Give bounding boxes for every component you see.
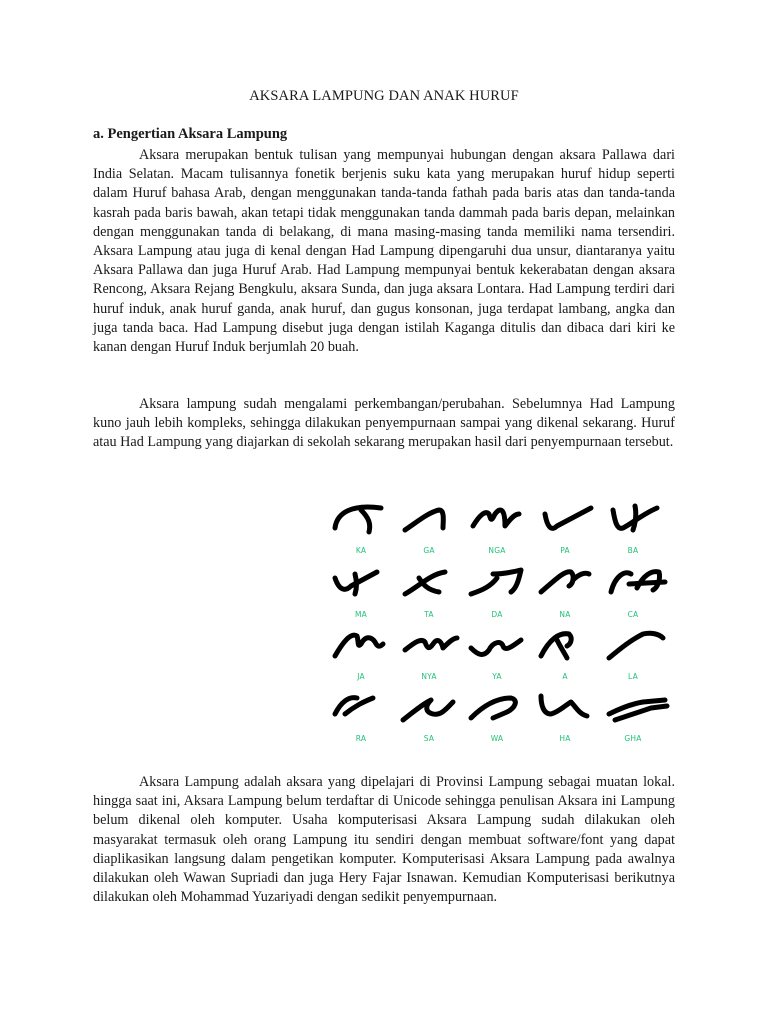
glyph-label: NYA bbox=[421, 672, 437, 681]
glyph-ga bbox=[405, 510, 443, 530]
glyph-ka bbox=[335, 507, 381, 528]
glyph-label: BA bbox=[627, 546, 639, 555]
glyph-pa bbox=[545, 508, 591, 528]
glyph-label: GHA bbox=[624, 734, 642, 743]
glyph-ma-2 bbox=[355, 574, 357, 594]
glyph-label: WA bbox=[490, 734, 504, 743]
glyph-label: SA bbox=[423, 734, 435, 743]
glyph-label: NGA bbox=[488, 546, 506, 555]
glyph-label: JA bbox=[357, 672, 365, 681]
glyph-la bbox=[609, 633, 663, 658]
paragraph-2: Aksara lampung sudah mengalami perkembangan/perubahan. Sebelumnya Had Lampung kuno jauh lebih kompleks, sehingga dilakukan penyempurnaan sampai yang dikenal sekarang. Huruf atau Had Lampung yang diajarkan di sekolah sekarang merupakan hasil dari penyempurnaan tersebut. bbox=[93, 396, 675, 451]
glyph-ya bbox=[471, 640, 521, 654]
glyph-label: NA bbox=[559, 610, 571, 619]
glyph-nga bbox=[473, 510, 519, 526]
glyph-label: TA bbox=[424, 610, 434, 619]
glyph-a-2 bbox=[557, 640, 567, 658]
glyph-ca-3 bbox=[629, 582, 665, 584]
section-heading: a. Pengertian Aksara Lampung bbox=[93, 126, 288, 142]
glyph-da bbox=[471, 578, 497, 594]
glyph-wa bbox=[471, 698, 515, 718]
glyph-label: GA bbox=[423, 546, 435, 555]
glyph-label: RA bbox=[355, 734, 367, 743]
glyph-label: YA bbox=[492, 672, 502, 681]
glyph-label: HA bbox=[559, 734, 571, 743]
paragraph-1: Aksara merupakan bentuk tulisan yang mempunyai hubungan dengan aksara Pallawa dari India Selatan. Macam tulisannya fonetik berjenis suku kata yang merupakan huruf hidup seperti dalam Huruf bahasa Arab, dengan menggunakan tanda-tanda fathah pada baris atas dan tanda-tanda kasrah pada baris bawah, akan tetapi tidak menggunakan tanda dammah pada baris depan, melainkan dengan menggunakan tanda di belakang, di mana masing-masing tanda memiliki nama tersendiri. Aksara Lampung atau juga di kenal dengan Had Lampung dipengaruhi dua unsur, diantaranya yaitu Aksara Pallawa dan juga Huruf Arab. Had Lampung mempunyai bentuk kekerabatan dengan aksara Rencong, Aksara Rejang Bengkulu, aksara Sunda, dan juga aksara Lontara. Had Lampung terdiri dari huruf induk, anak huruf ganda, anak huruf, dan gugus konsonan, juga terdapat lambang, angka dan juga tanda baca. Had Lampung disebut juga dengan istilah Kaganga ditulis dan dibaca dari kiri ke kanan dengan Huruf Induk berjumlah 20 buah. bbox=[93, 147, 675, 356]
glyph-label: MA bbox=[354, 610, 367, 619]
glyph-label: DA bbox=[491, 610, 503, 619]
glyph-label: LA bbox=[628, 672, 638, 681]
glyph-nya bbox=[405, 638, 457, 650]
aksara-glyphs bbox=[321, 492, 681, 754]
glyph-ja bbox=[335, 635, 383, 656]
glyph-na-2 bbox=[573, 573, 589, 580]
glyph-label: PA bbox=[560, 546, 570, 555]
glyph-label: KA bbox=[355, 546, 367, 555]
glyph-ka-2 bbox=[361, 510, 370, 532]
document-title: AKSARA LAMPUNG DAN ANAK HURUF bbox=[249, 88, 519, 104]
aksara-lampung-chart bbox=[321, 492, 681, 754]
glyph-sa bbox=[403, 700, 453, 720]
glyph-na bbox=[541, 572, 573, 592]
glyph-ha bbox=[541, 696, 587, 716]
glyph-label: CA bbox=[627, 610, 639, 619]
paragraph-3: Aksara Lampung adalah aksara yang dipelajari di Provinsi Lampung sebagai muatan lokal. hingga saat ini, Aksara Lampung belum terdaftar di Unicode sehingga penulisan Aksara ini Lampung belum dikenal oleh komputer. Usaha komputerisasi Aksara Lampung sudah dilakukan oleh masyarakat termasuk oleh orang Lampung itu sendiri dengan membuat software/font yang dapat diaplikasikan langsung dalam pengetikan komputer. Komputerisasi Aksara Lampung pada awalnya dilakukan oleh Wawan Supriadi dan juga Hery Fajar Isnawan. Kemudian Komputerisasi berikutnya dilakukan oleh Mohammad Yuzariyadi dengan sedikit penyempurnaan. bbox=[93, 774, 675, 906]
glyph-ba-2 bbox=[633, 506, 636, 530]
glyph-label: A bbox=[562, 672, 568, 681]
